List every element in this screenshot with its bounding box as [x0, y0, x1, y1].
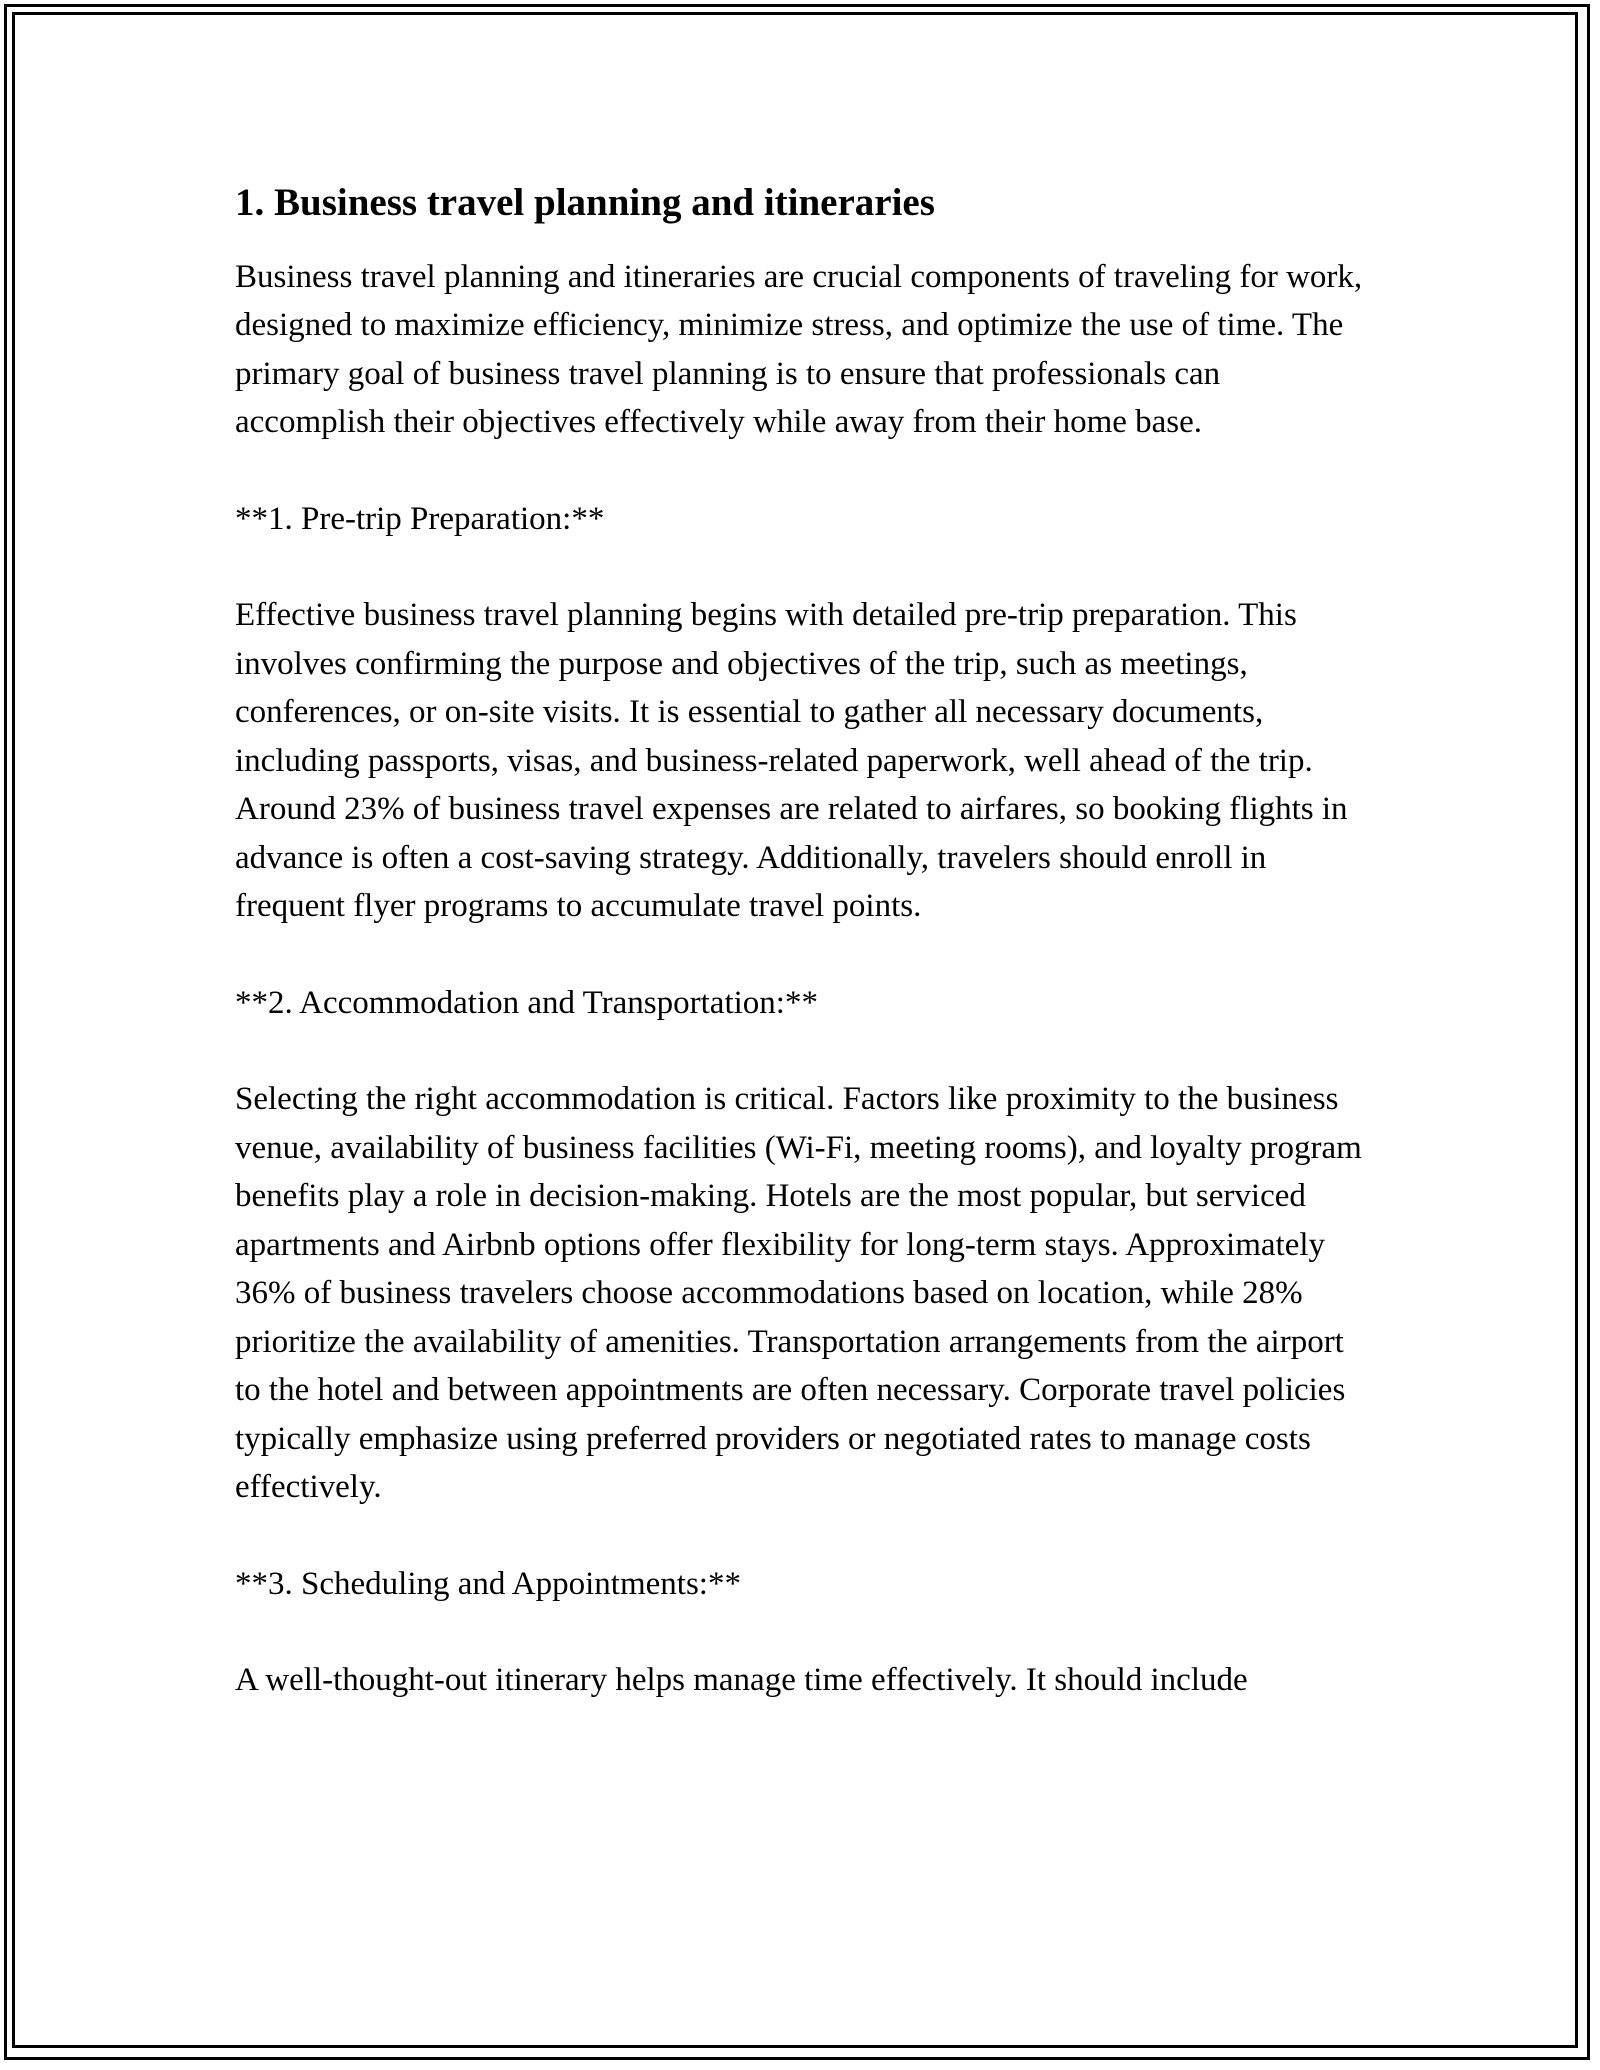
section-heading-pre-trip: **1. Pre-trip Preparation:** — [235, 500, 605, 537]
section-body-accommodation: Selecting the right accommodation is critical. Factors like proximity to the business venue, availability of business facilities (Wi-Fi, meeting rooms), and loyalty program benefits play a role in decision-making. Hotels are the most popular, but serviced apartments and Airbnb options offer flexibility for long-term stays. Approximately 36% of business travelers choose accommodations based on location, while 28% prioritize the availability of amenities. Transportation arrangements from the airport to the hotel and between appointments are often necessary. Corporate travel policies typically emphasize using preferred providers or negotiated rates to manage costs effectively. — [235, 1081, 1362, 1506]
document-body — [235, 180, 1375, 1753]
intro-paragraph: Business travel planning and itineraries are crucial components of traveling for work, designed to maximize efficiency, minimize stress, and optimize the use of time. The primary goal of business travel planning is to ensure that professionals can accomplish their objectives effectively while away from their home base. — [235, 258, 1363, 441]
document-title: 1. Business travel planning and itineraries — [235, 181, 935, 224]
section-heading-scheduling: **3. Scheduling and Appointments:** — [235, 1565, 741, 1602]
section-heading-accommodation: **2. Accommodation and Transportation:** — [235, 984, 818, 1021]
section-body-pre-trip: Effective business travel planning begins with detailed pre-trip preparation. This involves confirming the purpose and objectives of the trip, such as meetings, conferences, or on-site visits. It is essential to gather all necessary documents, including passports, visas, and business-related paperwork, well ahead of the trip. Around 23% of business travel expenses are related to airfares, so booking flights in advance is often a cost-saving strategy. Additionally, travelers should enroll in frequent flyer programs to accumulate travel points. — [235, 597, 1348, 925]
section-body-scheduling: A well-thought-out itinerary helps manage time effectively. It should include — [235, 1662, 1248, 1699]
